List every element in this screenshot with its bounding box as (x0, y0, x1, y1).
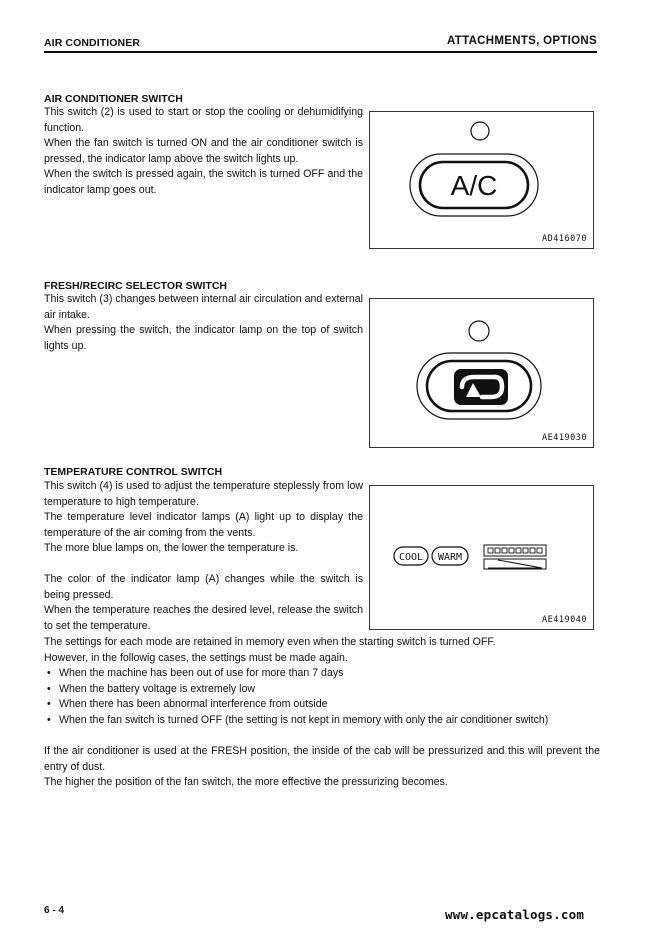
paragraph: When the switch is pressed again, the switch is turned OFF and the indicator lamp goes out. (44, 168, 363, 196)
paragraph: The temperature level indicator lamps (A) light up to display the temperature of the air coming from the vents. (44, 511, 363, 539)
temperature-lamp (516, 548, 521, 553)
temperature-lamp (495, 548, 500, 553)
figure-code: AD416070 (542, 234, 587, 244)
temperature-figure (369, 485, 594, 630)
ac-switch-heading: AIR CONDITIONER SWITCH (44, 93, 183, 105)
paragraph: When pressing the switch, the indicator lamp on the top of switch lights up. (44, 324, 363, 352)
temperature-heading: TEMPERATURE CONTROL SWITCH (44, 466, 223, 478)
paragraph: The color of the indicator lamp (A) changes while the switch is being pressed. (44, 573, 363, 601)
paragraph: If the air conditioner is used at the FRESH position, the inside of the cab will be pressurized and this will prevent the entry of dust. (44, 745, 600, 773)
figure-code: AE419030 (542, 433, 587, 443)
indicator-lamp-icon (471, 122, 489, 140)
paragraph: The more blue lamps on, the lower the temperature is. (44, 542, 299, 555)
paragraph: This switch (3) changes between internal air circulation and external air intake. (44, 293, 363, 321)
ac-switch-text (44, 105, 363, 199)
temperature-text (44, 479, 363, 557)
temperature-lamp (537, 548, 542, 553)
ac-switch-figure (369, 111, 594, 249)
recirculation-icon (454, 369, 508, 405)
closing-text (44, 744, 600, 791)
page-number: 6 - 4 (44, 905, 65, 916)
memory-note (44, 635, 600, 666)
header-chapter-title: ATTACHMENTS, OPTIONS (447, 35, 597, 47)
paragraph: The higher the position of the fan switch, the more effective the pressurizing becomes. (44, 776, 448, 789)
indicator-lamp-icon (469, 321, 489, 341)
paragraph: This switch (4) is used to adjust the temperature steplessly from low temperature to high temperature. (44, 480, 363, 508)
fresh-recirc-heading: FRESH/RECIRC SELECTOR SWITCH (44, 280, 227, 292)
temperature-lamp (509, 548, 514, 553)
fresh-recirc-figure (369, 298, 594, 448)
fresh-recirc-text (44, 292, 363, 354)
temperature-lamp (523, 548, 528, 553)
reset-conditions-list (44, 666, 600, 728)
header-section-title: AIR CONDITIONER (44, 37, 140, 49)
figure-code: AE419040 (542, 615, 587, 625)
paragraph: The settings for each mode are retained in memory even when the starting switch is turned OFF. (44, 636, 496, 648)
website-watermark[interactable]: www.epcatalogs.com (445, 907, 585, 922)
paragraph: This switch (2) is used to start or stop the cooling or dehumidifying function. (44, 106, 363, 134)
warm-label: WARM (437, 552, 463, 563)
list-item: • When the fan switch is turned OFF (the setting is not kept in memory with only the air conditioner switch) (44, 713, 600, 729)
cool-label: COOL (398, 552, 424, 563)
temperature-illustration (370, 486, 593, 629)
paragraph: When the temperature reaches the desired level, release the switch to set the temperature. (44, 604, 363, 632)
list-item: • When the battery voltage is extremely low (44, 682, 600, 698)
paragraph: When the fan switch is turned ON and the air conditioner switch is pressed, the indicator lamp above the switch lights up. (44, 137, 363, 165)
temperature-lamp (488, 548, 493, 553)
header-rule (44, 51, 597, 53)
slider-wedge-line (498, 560, 542, 568)
list-item: • When there has been abnormal interference from outside (44, 697, 600, 713)
ac-switch-illustration (370, 112, 593, 248)
temperature-lamp (530, 548, 535, 553)
list-item: • When the machine has been out of use for more than 7 days (44, 666, 600, 682)
temperature-text-2 (44, 572, 363, 634)
paragraph: However, in the followig cases, the settings must be made again. (44, 651, 348, 664)
temperature-level-lamps (488, 548, 542, 553)
fresh-recirc-illustration (370, 299, 593, 447)
temperature-lamp (502, 548, 507, 553)
ac-button-label: A/C (450, 170, 498, 201)
